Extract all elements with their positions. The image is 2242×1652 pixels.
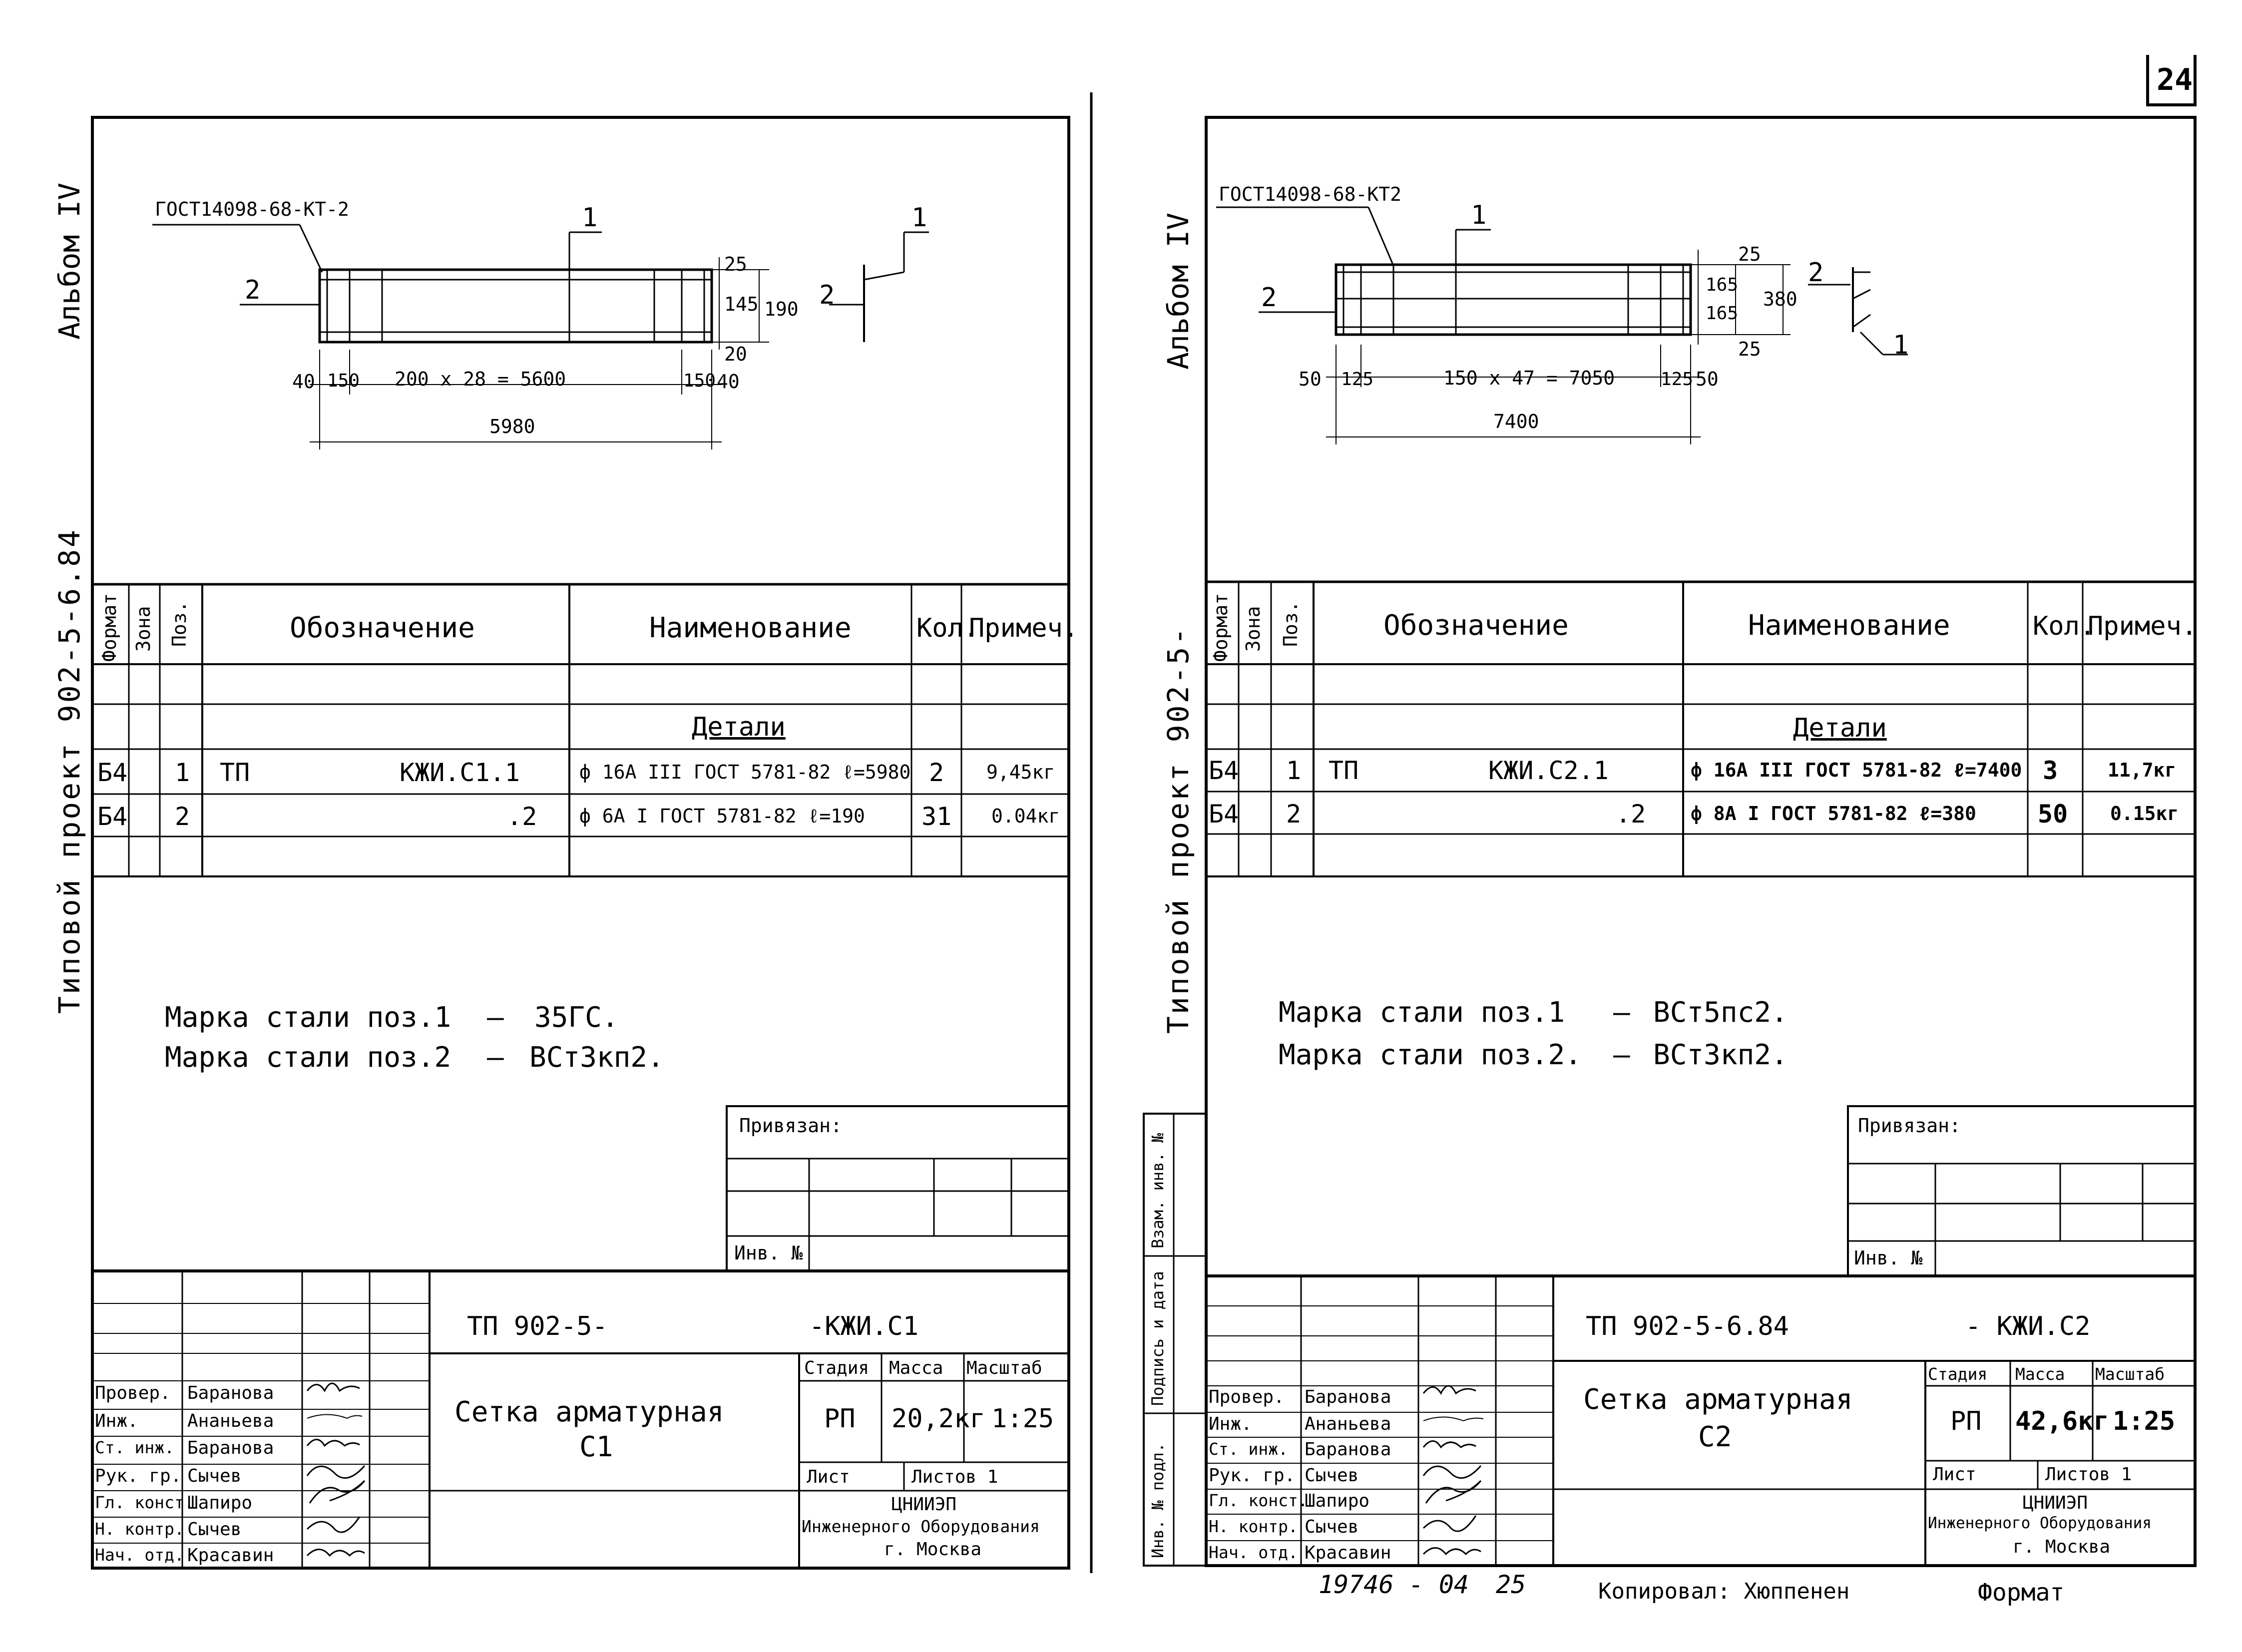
left-org-line3: г. Москва bbox=[884, 1539, 982, 1560]
right-staff-role-7: Нач. отд. bbox=[1209, 1543, 1298, 1562]
left-dim-total: 5980 bbox=[489, 415, 535, 437]
right-scale-label: Масштаб bbox=[2095, 1364, 2165, 1384]
right-dim-bottom: 25 bbox=[1738, 338, 1761, 360]
left-title-line2: С1 bbox=[579, 1431, 613, 1463]
right-dim-right-step: 125 bbox=[1661, 369, 1694, 390]
right-bound-label: Привязан: bbox=[1858, 1115, 1961, 1137]
left-row2-format: Б4 bbox=[97, 802, 128, 831]
left-side-project: Типовой проект 902-5-6.84 bbox=[52, 528, 86, 1014]
right-callout-1: 1 bbox=[1471, 200, 1487, 230]
right-row2-designation: .2 bbox=[1616, 800, 1646, 828]
left-dim-height: 190 bbox=[764, 298, 799, 320]
left-row1-format: Б4 bbox=[97, 758, 128, 787]
right-side-project: Типовой проект 902-5- bbox=[1161, 625, 1195, 1034]
left-row2-note: 0.04кг bbox=[991, 805, 1060, 827]
right-staff-role-3: Ст. инж. bbox=[1209, 1439, 1288, 1459]
right-staff-role-1: Провер. bbox=[1209, 1387, 1285, 1407]
right-col-zone: Зона bbox=[1242, 606, 1264, 652]
left-staff-name-2: Ананьева bbox=[187, 1411, 274, 1431]
left-stage: РП bbox=[824, 1404, 856, 1434]
left-staff-role-5: Гл. конст. bbox=[95, 1493, 194, 1512]
right-sheets-label: Листов 1 bbox=[2045, 1464, 2132, 1485]
footer-page-number: 25 bbox=[1496, 1570, 1526, 1599]
right-title-code: ТП 902-5-6.84 bbox=[1586, 1311, 1789, 1341]
left-row2-name: ф 6А I ГОСТ 5781-82 ℓ=190 bbox=[579, 805, 865, 827]
left-col-zone: Зона bbox=[132, 606, 154, 652]
right-row1-qty: 3 bbox=[2043, 756, 2058, 785]
left-staff-role-3: Ст. инж. bbox=[95, 1438, 174, 1457]
left-steel1-label: Марка стали поз.1 bbox=[165, 1001, 451, 1034]
left-dim-right-edge: 40 bbox=[717, 371, 740, 393]
right-org-line3: г. Москва bbox=[2013, 1537, 2111, 1557]
left-staff-role-6: Н. контр. bbox=[95, 1519, 184, 1539]
right-row1-format: Б4 bbox=[1209, 756, 1239, 785]
right-dim-mid2: 165 bbox=[1706, 303, 1739, 324]
right-row2-note: 0.15кг bbox=[2110, 803, 2179, 825]
left-staff-name-6: Сычев bbox=[187, 1519, 242, 1540]
right-dim-left-step: 125 bbox=[1341, 369, 1374, 390]
left-row2-qty: 31 bbox=[921, 802, 952, 831]
right-steel1-value: ВСт5пс2. bbox=[1653, 996, 1788, 1029]
right-row1-prefix: ТП bbox=[1329, 756, 1359, 785]
right-stage: РП bbox=[1950, 1406, 1982, 1436]
left-title-code-suffix: -КЖИ.С1 bbox=[809, 1311, 919, 1341]
right-org-line2: Инженерного Оборудования bbox=[1928, 1514, 2152, 1532]
right-dim-height: 380 bbox=[1763, 288, 1797, 310]
left-org-line1: ЦНИИЭП bbox=[892, 1494, 957, 1515]
left-mass: 20,2кг bbox=[892, 1404, 985, 1434]
left-staff-name-1: Баранова bbox=[187, 1383, 274, 1403]
left-row2-designation: .2 bbox=[507, 802, 537, 831]
right-row1-designation: КЖИ.С2.1 bbox=[1488, 756, 1609, 785]
left-section-title: Детали bbox=[692, 712, 786, 742]
right-org-line1: ЦНИИЭП bbox=[2023, 1493, 2088, 1513]
left-steel1-dash: — bbox=[487, 1001, 504, 1034]
right-dim-top: 25 bbox=[1738, 243, 1761, 265]
right-row2-pos: 2 bbox=[1286, 800, 1302, 828]
right-dim-left-edge: 50 bbox=[1299, 368, 1322, 390]
left-section-label-2: 2 bbox=[819, 280, 835, 310]
footer-format-label: Формат bbox=[1978, 1579, 2065, 1607]
right-row1-note: 11,7кг bbox=[2108, 759, 2177, 781]
right-gost-ref: ГОСТ14098-68-КТ2 bbox=[1219, 183, 1402, 205]
footer-doc-number: 19746 - 04 bbox=[1319, 1570, 1469, 1599]
left-col-format: Формат bbox=[98, 593, 120, 662]
left-dim-top: 25 bbox=[724, 253, 747, 275]
left-dim-main: 200 x 28 = 5600 bbox=[395, 368, 566, 390]
right-staff-role-5: Гл. конст. bbox=[1209, 1491, 1308, 1510]
right-staff-name-3: Баранова bbox=[1305, 1439, 1391, 1460]
left-dim-left-edge: 40 bbox=[292, 371, 315, 393]
right-title-line2: С2 bbox=[1698, 1421, 1732, 1453]
left-row1-note: 9,45кг bbox=[986, 761, 1055, 783]
right-row2-name: ф 8А I ГОСТ 5781-82 ℓ=380 bbox=[1691, 803, 1976, 825]
right-steel2-value: ВСт3кп2. bbox=[1653, 1039, 1788, 1071]
left-staff-name-5: Шапиро bbox=[187, 1493, 253, 1513]
left-inv-label: Инв. № bbox=[734, 1242, 803, 1264]
right-col-name: Наименование bbox=[1748, 609, 1950, 642]
right-steel1-dash: — bbox=[1613, 996, 1630, 1029]
left-side-album: Альбом IV bbox=[52, 182, 86, 340]
left-row1-qty: 2 bbox=[929, 758, 944, 787]
right-section-title: Детали bbox=[1793, 713, 1887, 743]
right-dim-mid1: 165 bbox=[1706, 275, 1739, 295]
left-callout-2: 2 bbox=[245, 275, 261, 305]
left-callout-1: 1 bbox=[582, 203, 598, 233]
footer-copied-by: Копировал: Хюппенен bbox=[1598, 1579, 1850, 1604]
right-section-label-1: 1 bbox=[1893, 330, 1909, 360]
left-dim-mid: 145 bbox=[724, 293, 759, 315]
left-staff-name-4: Сычев bbox=[187, 1466, 242, 1486]
right-staff-name-7: Красавин bbox=[1305, 1543, 1391, 1563]
left-dim-bottom: 20 bbox=[724, 343, 747, 365]
left-row1-pos: 1 bbox=[175, 758, 190, 787]
left-steel1-value: 35ГС. bbox=[534, 1001, 619, 1034]
right-col-qty: Кол. bbox=[2033, 611, 2096, 641]
left-col-designation: Обозначение bbox=[290, 612, 475, 644]
right-stamp-replace-inv: Взам. инв. № bbox=[1148, 1133, 1167, 1248]
left-staff-name-3: Баранова bbox=[187, 1438, 274, 1458]
right-staff-name-2: Ананьева bbox=[1305, 1414, 1391, 1434]
left-stage-label: Стадия bbox=[804, 1358, 870, 1378]
left-row1-designation: КЖИ.С1.1 bbox=[400, 758, 520, 787]
left-title-line1: Сетка арматурная bbox=[454, 1396, 724, 1428]
right-mass: 42,6кг bbox=[2015, 1406, 2109, 1436]
right-col-pos: Поз. bbox=[1280, 601, 1302, 647]
right-col-note: Примеч. bbox=[2088, 611, 2198, 641]
right-col-designation: Обозначение bbox=[1383, 609, 1569, 642]
right-staff-role-4: Рук. гр. bbox=[1209, 1465, 1296, 1486]
left-steel2-label: Марка стали поз.2 bbox=[165, 1041, 451, 1074]
left-gost-ref: ГОСТ14098-68-КТ-2 bbox=[155, 198, 349, 220]
right-staff-role-6: Н. контр. bbox=[1209, 1517, 1298, 1536]
right-steel1-label: Марка стали поз.1 bbox=[1279, 996, 1565, 1029]
right-steel2-dash: — bbox=[1613, 1039, 1630, 1071]
left-row1-name: ф 16А III ГОСТ 5781-82 ℓ=5980 bbox=[579, 761, 911, 783]
right-scale: 1:25 bbox=[2113, 1406, 2176, 1436]
left-scale: 1:25 bbox=[991, 1404, 1054, 1434]
left-staff-role-2: Инж. bbox=[95, 1411, 138, 1431]
left-bound-label: Привязан: bbox=[739, 1115, 842, 1137]
left-sheets-label: Листов 1 bbox=[911, 1467, 998, 1487]
right-row2-qty: 50 bbox=[2038, 800, 2068, 828]
right-steel2-label: Марка стали поз.2. bbox=[1279, 1039, 1582, 1071]
left-sheet-label: Лист bbox=[807, 1467, 850, 1487]
right-dim-total: 7400 bbox=[1493, 411, 1539, 432]
right-mass-label: Масса bbox=[2015, 1364, 2065, 1384]
left-section-label-1: 1 bbox=[911, 203, 927, 233]
right-dim-right-edge: 50 bbox=[1696, 368, 1719, 390]
left-dim-right-step: 150 bbox=[683, 371, 716, 391]
right-row2-format: Б4 bbox=[1209, 800, 1239, 828]
left-dim-left-step: 150 bbox=[327, 371, 360, 391]
left-steel2-dash: — bbox=[487, 1041, 504, 1074]
right-row1-name: ф 16А III ГОСТ 5781-82 ℓ=7400 bbox=[1691, 759, 2022, 781]
right-inv-label: Инв. № bbox=[1854, 1247, 1923, 1269]
right-col-format: Формат bbox=[1210, 593, 1232, 662]
left-row1-prefix: ТП bbox=[220, 758, 250, 787]
right-callout-2: 2 bbox=[1261, 283, 1277, 313]
left-staff-role-1: Провер. bbox=[95, 1383, 171, 1403]
right-staff-name-6: Сычев bbox=[1305, 1517, 1359, 1537]
right-staff-name-4: Сычев bbox=[1305, 1465, 1359, 1486]
right-title-line1: Сетка арматурная bbox=[1583, 1383, 1853, 1416]
right-dim-main: 150 x 47 = 7050 bbox=[1443, 367, 1615, 389]
right-stage-label: Стадия bbox=[1928, 1364, 1988, 1384]
left-col-name: Наименование bbox=[649, 612, 852, 644]
left-col-note: Примеч. bbox=[969, 613, 1079, 643]
right-section-label-2: 2 bbox=[1808, 258, 1824, 288]
right-stamp-sign-date: Подпись и дата bbox=[1148, 1271, 1167, 1406]
right-side-album: Альбом IV bbox=[1161, 212, 1195, 370]
left-col-pos: Поз. bbox=[168, 601, 190, 647]
left-staff-name-7: Красавин bbox=[187, 1545, 274, 1566]
left-col-qty: Кол. bbox=[916, 613, 979, 643]
left-row2-pos: 2 bbox=[175, 802, 190, 831]
right-staff-role-2: Инж. bbox=[1209, 1414, 1252, 1434]
left-org-line2: Инженерного Оборудования bbox=[802, 1517, 1040, 1536]
right-sheet-label: Лист bbox=[1933, 1464, 1976, 1485]
left-mass-label: Масса bbox=[889, 1358, 943, 1378]
page-number: 24 bbox=[2157, 62, 2193, 97]
right-title-code-suffix: - КЖИ.С2 bbox=[1965, 1311, 2091, 1341]
left-scale-label: Масштаб bbox=[966, 1358, 1042, 1378]
left-staff-role-4: Рук. гр. bbox=[95, 1466, 182, 1486]
right-stamp-orig-inv: Инв. № подл. bbox=[1148, 1442, 1167, 1558]
right-staff-name-5: Шапиро bbox=[1305, 1491, 1370, 1511]
left-title-code: ТП 902-5- bbox=[467, 1311, 608, 1341]
left-steel2-value: ВСт3кп2. bbox=[529, 1041, 664, 1074]
right-row1-pos: 1 bbox=[1286, 756, 1302, 785]
right-staff-name-1: Баранова bbox=[1305, 1387, 1391, 1407]
left-staff-role-7: Нач. отд. bbox=[95, 1545, 184, 1565]
